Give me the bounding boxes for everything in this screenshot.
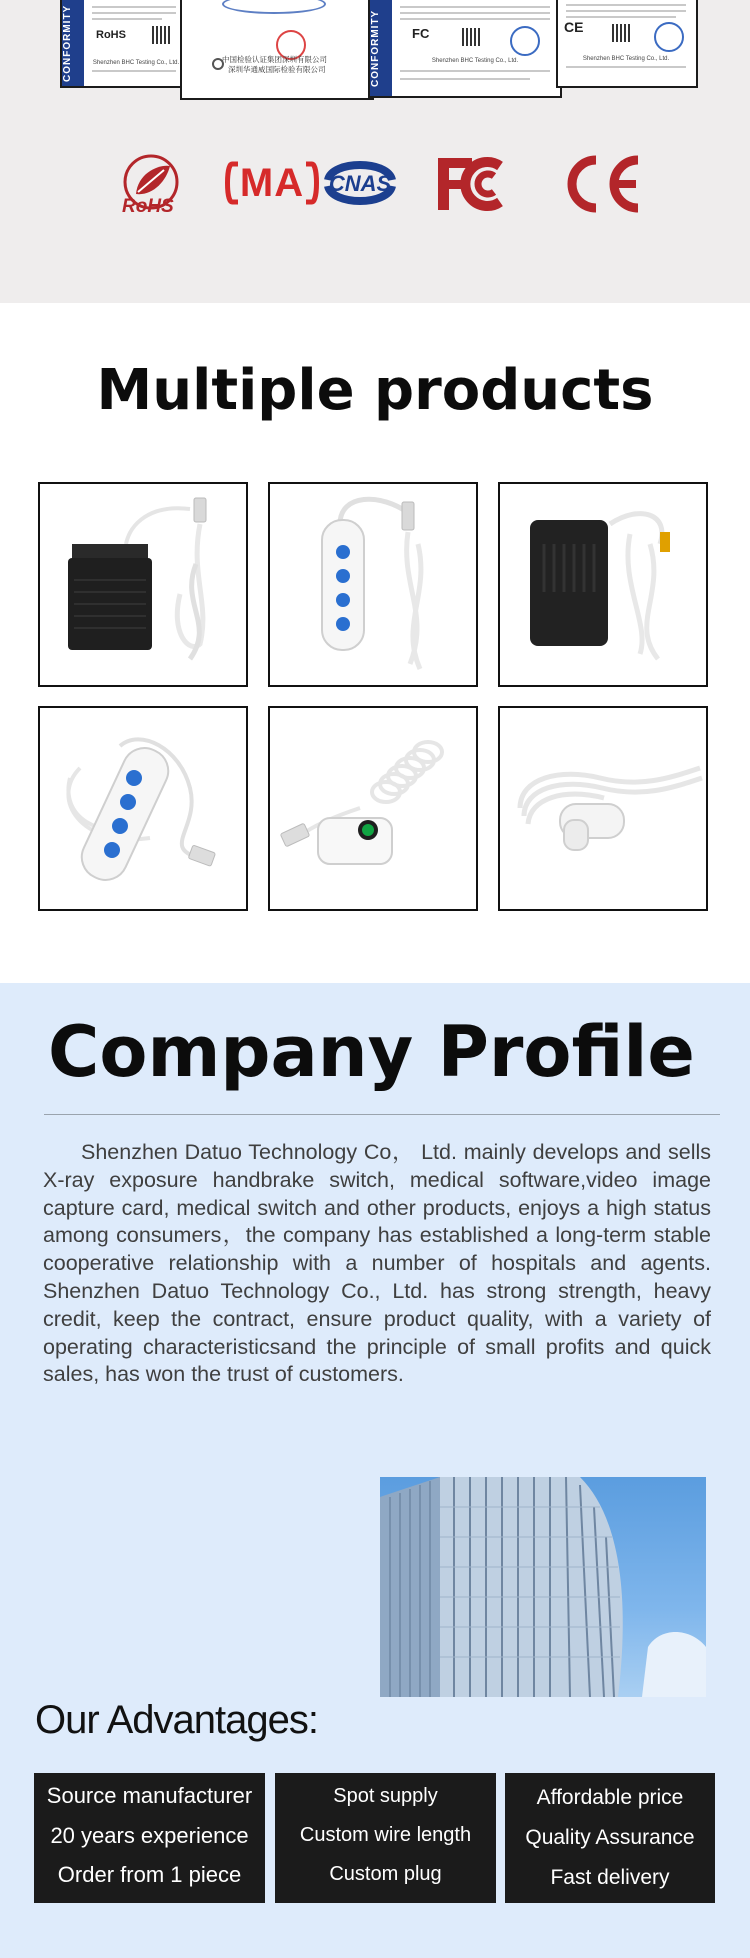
handle-switch-icon bbox=[500, 708, 706, 909]
advantage-item: Custom wire length bbox=[299, 1824, 472, 1846]
certificate-company: Shenzhen BHC Testing Co., Ltd. bbox=[431, 58, 519, 64]
certificate-mark: FC bbox=[412, 26, 430, 41]
hand-switch-icon bbox=[270, 484, 476, 685]
product-tile-handle-switch[interactable] bbox=[498, 706, 708, 911]
fcc-logo-icon bbox=[436, 150, 520, 216]
advantage-item: Spot supply bbox=[333, 1785, 438, 1807]
product-tile-black-pedal[interactable] bbox=[498, 482, 708, 687]
certificate-card-cma bbox=[180, 0, 374, 100]
ce-logo-icon bbox=[560, 152, 644, 214]
seal-icon bbox=[222, 0, 326, 14]
rohs-logo-icon bbox=[118, 152, 188, 222]
product-tile-four-button-usb[interactable] bbox=[268, 482, 478, 687]
hand-switch-icon bbox=[40, 708, 246, 909]
advantage-item: Affordable price bbox=[536, 1786, 684, 1809]
rohs-logo-text: RoHS bbox=[122, 196, 174, 217]
advantage-item: Quality Assurance bbox=[525, 1826, 695, 1849]
seal-icon bbox=[654, 22, 684, 52]
seal-icon bbox=[510, 26, 540, 56]
certificate-mark: CE bbox=[564, 19, 584, 35]
certificates-section bbox=[0, 0, 750, 303]
profile-paragraph: Shenzhen Datuo Technology Co， Ltd. mainly develops and sells X-ray exposure handbrake switch, medical software,video image capture card, medical switch and other products, enjoys a high status among consumers，the company has established a long-term stable cooperative relationship with a number of hospitals and agents. Shenzhen Datuo Technology Co., Ltd. has strong strength, heavy credit, keep the contract, ensure product quality, with a variety of operating characteristicsand the principle of small profits and quick sales, has won the trust of customers. bbox=[43, 1140, 711, 1387]
product-tile-four-button-coiled[interactable] bbox=[38, 706, 248, 911]
certificate-card-fcc bbox=[368, 0, 562, 98]
certificate-band: CONFORMITY bbox=[62, 0, 84, 86]
products-section bbox=[0, 303, 750, 983]
cnas-logo-icon bbox=[322, 152, 398, 214]
advantage-box-2 bbox=[275, 1773, 496, 1903]
advantage-item: Source manufacturer bbox=[46, 1783, 253, 1808]
cma-logo-text: MA bbox=[239, 161, 305, 205]
certificate-mark: RoHS bbox=[96, 29, 126, 41]
products-title: Multiple products bbox=[96, 358, 654, 423]
certificate-company: Shenzhen BHC Testing Co., Ltd. bbox=[582, 56, 670, 62]
product-tile-single-button-box[interactable] bbox=[268, 706, 478, 911]
cma-logo-icon bbox=[224, 158, 320, 208]
certificate-company-cn-1: 中国检验认证集团深圳有限公司 bbox=[222, 55, 327, 64]
cnas-logo-text: CNAS bbox=[328, 171, 392, 196]
cmc-logo-icon bbox=[212, 58, 224, 70]
certificate-company-cn-2: 深圳华通威国际检验有限公司 bbox=[228, 65, 326, 74]
company-profile-section bbox=[0, 983, 750, 1958]
certificate-card-ce bbox=[556, 0, 698, 88]
foot-pedal-icon bbox=[40, 484, 246, 685]
profile-title: Company Profile bbox=[48, 1011, 695, 1093]
advantage-item: Order from 1 piece bbox=[57, 1862, 242, 1887]
advantage-item: 20 years experience bbox=[50, 1823, 249, 1848]
advantage-box-1 bbox=[34, 1773, 265, 1903]
title-divider bbox=[44, 1114, 720, 1115]
advantages-title: Our Advantages: bbox=[35, 1698, 318, 1742]
advantage-item: Custom plug bbox=[329, 1863, 442, 1885]
advantage-item: Fast delivery bbox=[550, 1866, 670, 1889]
certificate-band: CONFORMITY bbox=[370, 0, 392, 96]
product-tile-black-pedal-usb[interactable] bbox=[38, 482, 248, 687]
certificate-company: Shenzhen BHC Testing Co., Ltd. bbox=[92, 60, 180, 66]
advantage-box-3 bbox=[505, 1773, 715, 1903]
foot-pedal-icon bbox=[500, 484, 706, 685]
certificate-card-rohs bbox=[60, 0, 186, 88]
office-building-photo bbox=[380, 1477, 706, 1697]
button-box-icon bbox=[270, 708, 476, 909]
